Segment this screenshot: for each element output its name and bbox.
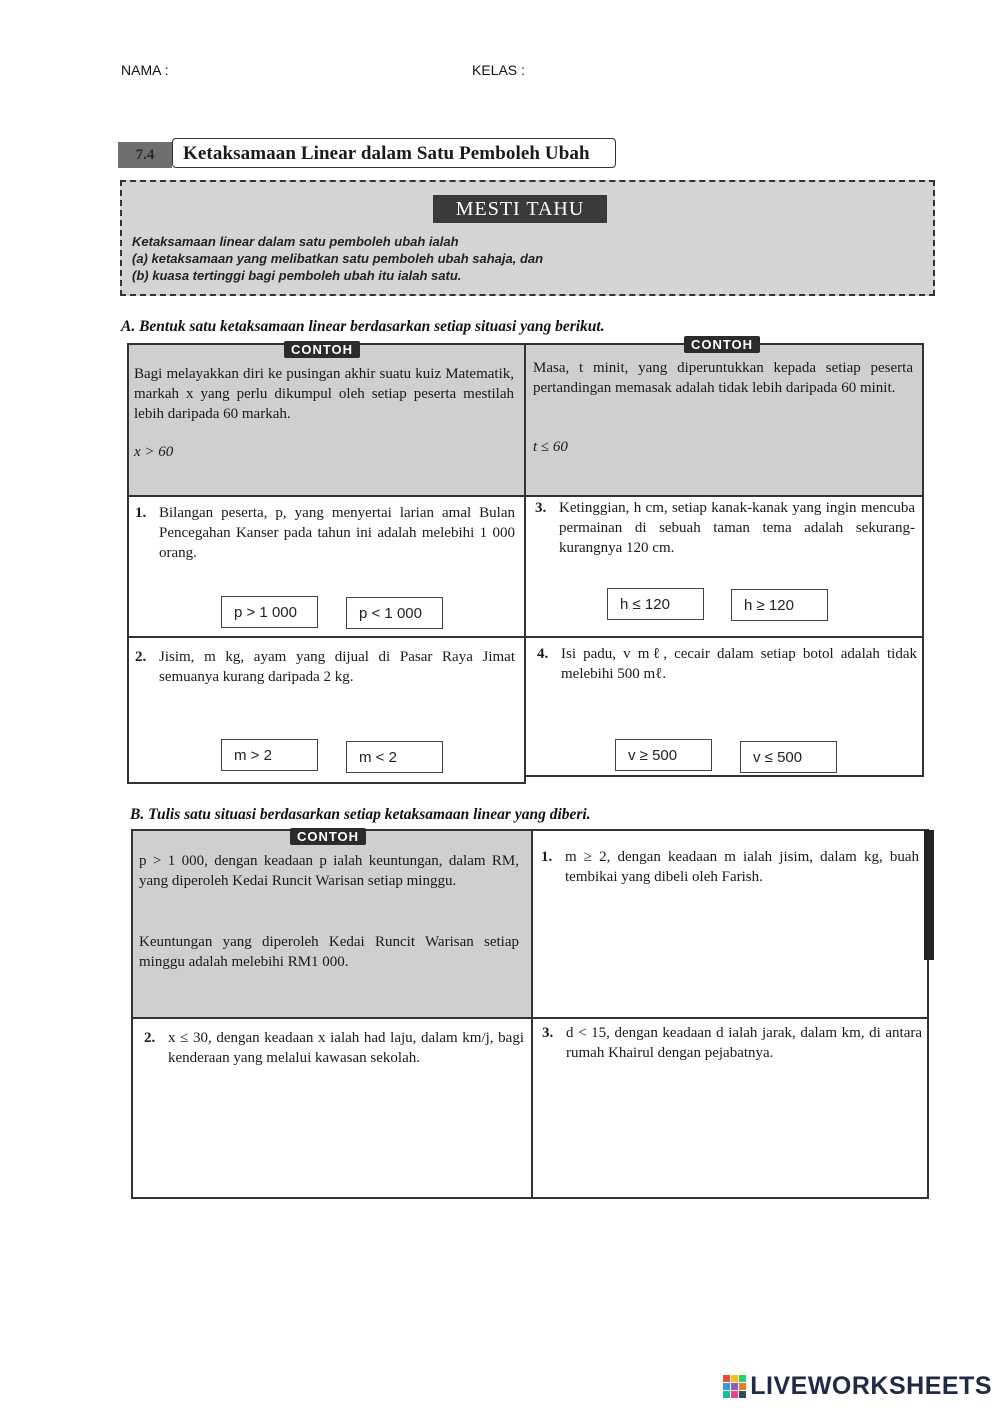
- question-text: d < 15, dengan keadaan d ialah jarak, dalam km, di antara rumah Khairul dengan pejabatnya.: [566, 1025, 922, 1061]
- part-b-question-2: [144, 1028, 524, 1068]
- logo-text: LIVEWORKSHEETS: [750, 1372, 992, 1400]
- question-number: 1.: [135, 505, 147, 521]
- example-2-text: Masa, t minit, yang diperuntukkan kepada setiap peserta pertandingan memasak adalah tidak lebih daripada 60 minit.: [533, 360, 913, 396]
- logo-square: [731, 1383, 738, 1390]
- question-text: Isi padu, v mℓ, cecair dalam setiap botol adalah tidak melebihi 500 mℓ.: [561, 646, 917, 682]
- question-text: Jisim, m kg, ayam yang dijual di Pasar Raya Jimat semuanya kurang daripada 2 kg.: [159, 649, 515, 685]
- mesti-tahu-point-b: (b) kuasa tertinggi bagi pemboleh ubah itu ialah satu.: [132, 268, 462, 283]
- question-number: 2.: [144, 1030, 156, 1046]
- answer-option-q1-a[interactable]: p > 1 000: [221, 596, 318, 628]
- question-text: Ketinggian, h cm, setiap kanak-kanak yang ingin mencuba permainan di sebuah taman tema adalah sekurang-kurangnya 120 cm.: [559, 500, 915, 556]
- logo-square: [739, 1383, 746, 1390]
- example-2-answer: t ≤ 60: [533, 439, 568, 455]
- contoh-label-a2: CONTOH: [684, 336, 760, 353]
- example-1-answer: x > 60: [134, 444, 174, 460]
- answer-option-q1-b[interactable]: p < 1 000: [346, 597, 443, 629]
- logo-square: [739, 1375, 746, 1382]
- answer-option-q4-b[interactable]: v ≤ 500: [740, 741, 837, 773]
- logo-square: [723, 1375, 730, 1382]
- answer-option-q2-a[interactable]: m > 2: [221, 739, 318, 771]
- example-1-text: Bagi melayakkan diri ke pusingan akhir suatu kuiz Matematik, markah x yang perlu dikumpul oleh setiap peserta mestilah lebih daripada 60 markah.: [134, 366, 514, 422]
- contoh-label-b: CONTOH: [290, 828, 366, 845]
- liveworksheets-logo[interactable]: [723, 1372, 992, 1401]
- part-b-question-3: [542, 1023, 922, 1063]
- question-number: 2.: [135, 649, 147, 665]
- mesti-tahu-point-a: (a) ketaksamaan yang melibatkan satu pemboleh ubah sahaja, dan: [132, 251, 544, 266]
- part-b-example-text: p > 1 000, dengan keadaan p ialah keuntungan, dalam RM, yang diperoleh Kedai Runcit Warisan setiap minggu.: [139, 853, 519, 889]
- logo-square: [723, 1391, 730, 1398]
- kelas-label: KELAS :: [472, 62, 525, 78]
- answer-option-q2-b[interactable]: m < 2: [346, 741, 443, 773]
- section-number: 7.4: [118, 142, 172, 168]
- logo-square: [723, 1383, 730, 1390]
- part-a-question-3: [535, 498, 915, 558]
- part-b-example-answer: Keuntungan yang diperoleh Kedai Runcit Warisan setiap minggu adalah melebihi RM1 000.: [139, 934, 519, 970]
- contoh-label-a1: CONTOH: [284, 341, 360, 358]
- section-title: Ketaksamaan Linear dalam Satu Pemboleh Ubah: [172, 138, 616, 168]
- part-b-instruction: B. Tulis satu situasi berdasarkan setiap ketaksamaan linear yang diberi.: [130, 806, 591, 823]
- scan-edge-shadow: [924, 830, 934, 960]
- mesti-tahu-tag: MESTI TAHU: [433, 195, 607, 223]
- question-text: Bilangan peserta, p, yang menyertai larian amal Bulan Pencegahan Kanser pada tahun ini adalah melebihi 1 000 orang.: [159, 505, 515, 561]
- part-a-instruction: A. Bentuk satu ketaksamaan linear berdasarkan setiap situasi yang berikut.: [121, 318, 605, 335]
- question-number: 3.: [542, 1025, 554, 1041]
- part-a-question-4: [537, 644, 917, 684]
- question-text: m ≥ 2, dengan keadaan m ialah jisim, dalam kg, buah tembikai yang dibeli oleh Farish.: [565, 849, 919, 885]
- question-text: x ≤ 30, dengan keadaan x ialah had laju, dalam km/j, bagi kenderaan yang melalui kawasan sekolah.: [168, 1030, 524, 1066]
- question-number: 4.: [537, 646, 549, 662]
- question-number: 1.: [541, 849, 553, 865]
- part-a-question-2: [135, 647, 515, 687]
- mesti-tahu-intro: Ketaksamaan linear dalam satu pemboleh ubah ialah: [132, 234, 459, 249]
- logo-mark-icon: [723, 1375, 746, 1398]
- question-number: 3.: [535, 500, 547, 516]
- nama-label: NAMA :: [121, 62, 169, 78]
- logo-square: [731, 1391, 738, 1398]
- answer-option-q3-b[interactable]: h ≥ 120: [731, 589, 828, 621]
- part-a-question-1: [135, 503, 515, 563]
- logo-square: [739, 1391, 746, 1398]
- answer-option-q4-a[interactable]: v ≥ 500: [615, 739, 712, 771]
- logo-square: [731, 1375, 738, 1382]
- answer-option-q3-a[interactable]: h ≤ 120: [607, 588, 704, 620]
- part-b-question-1: [541, 847, 919, 887]
